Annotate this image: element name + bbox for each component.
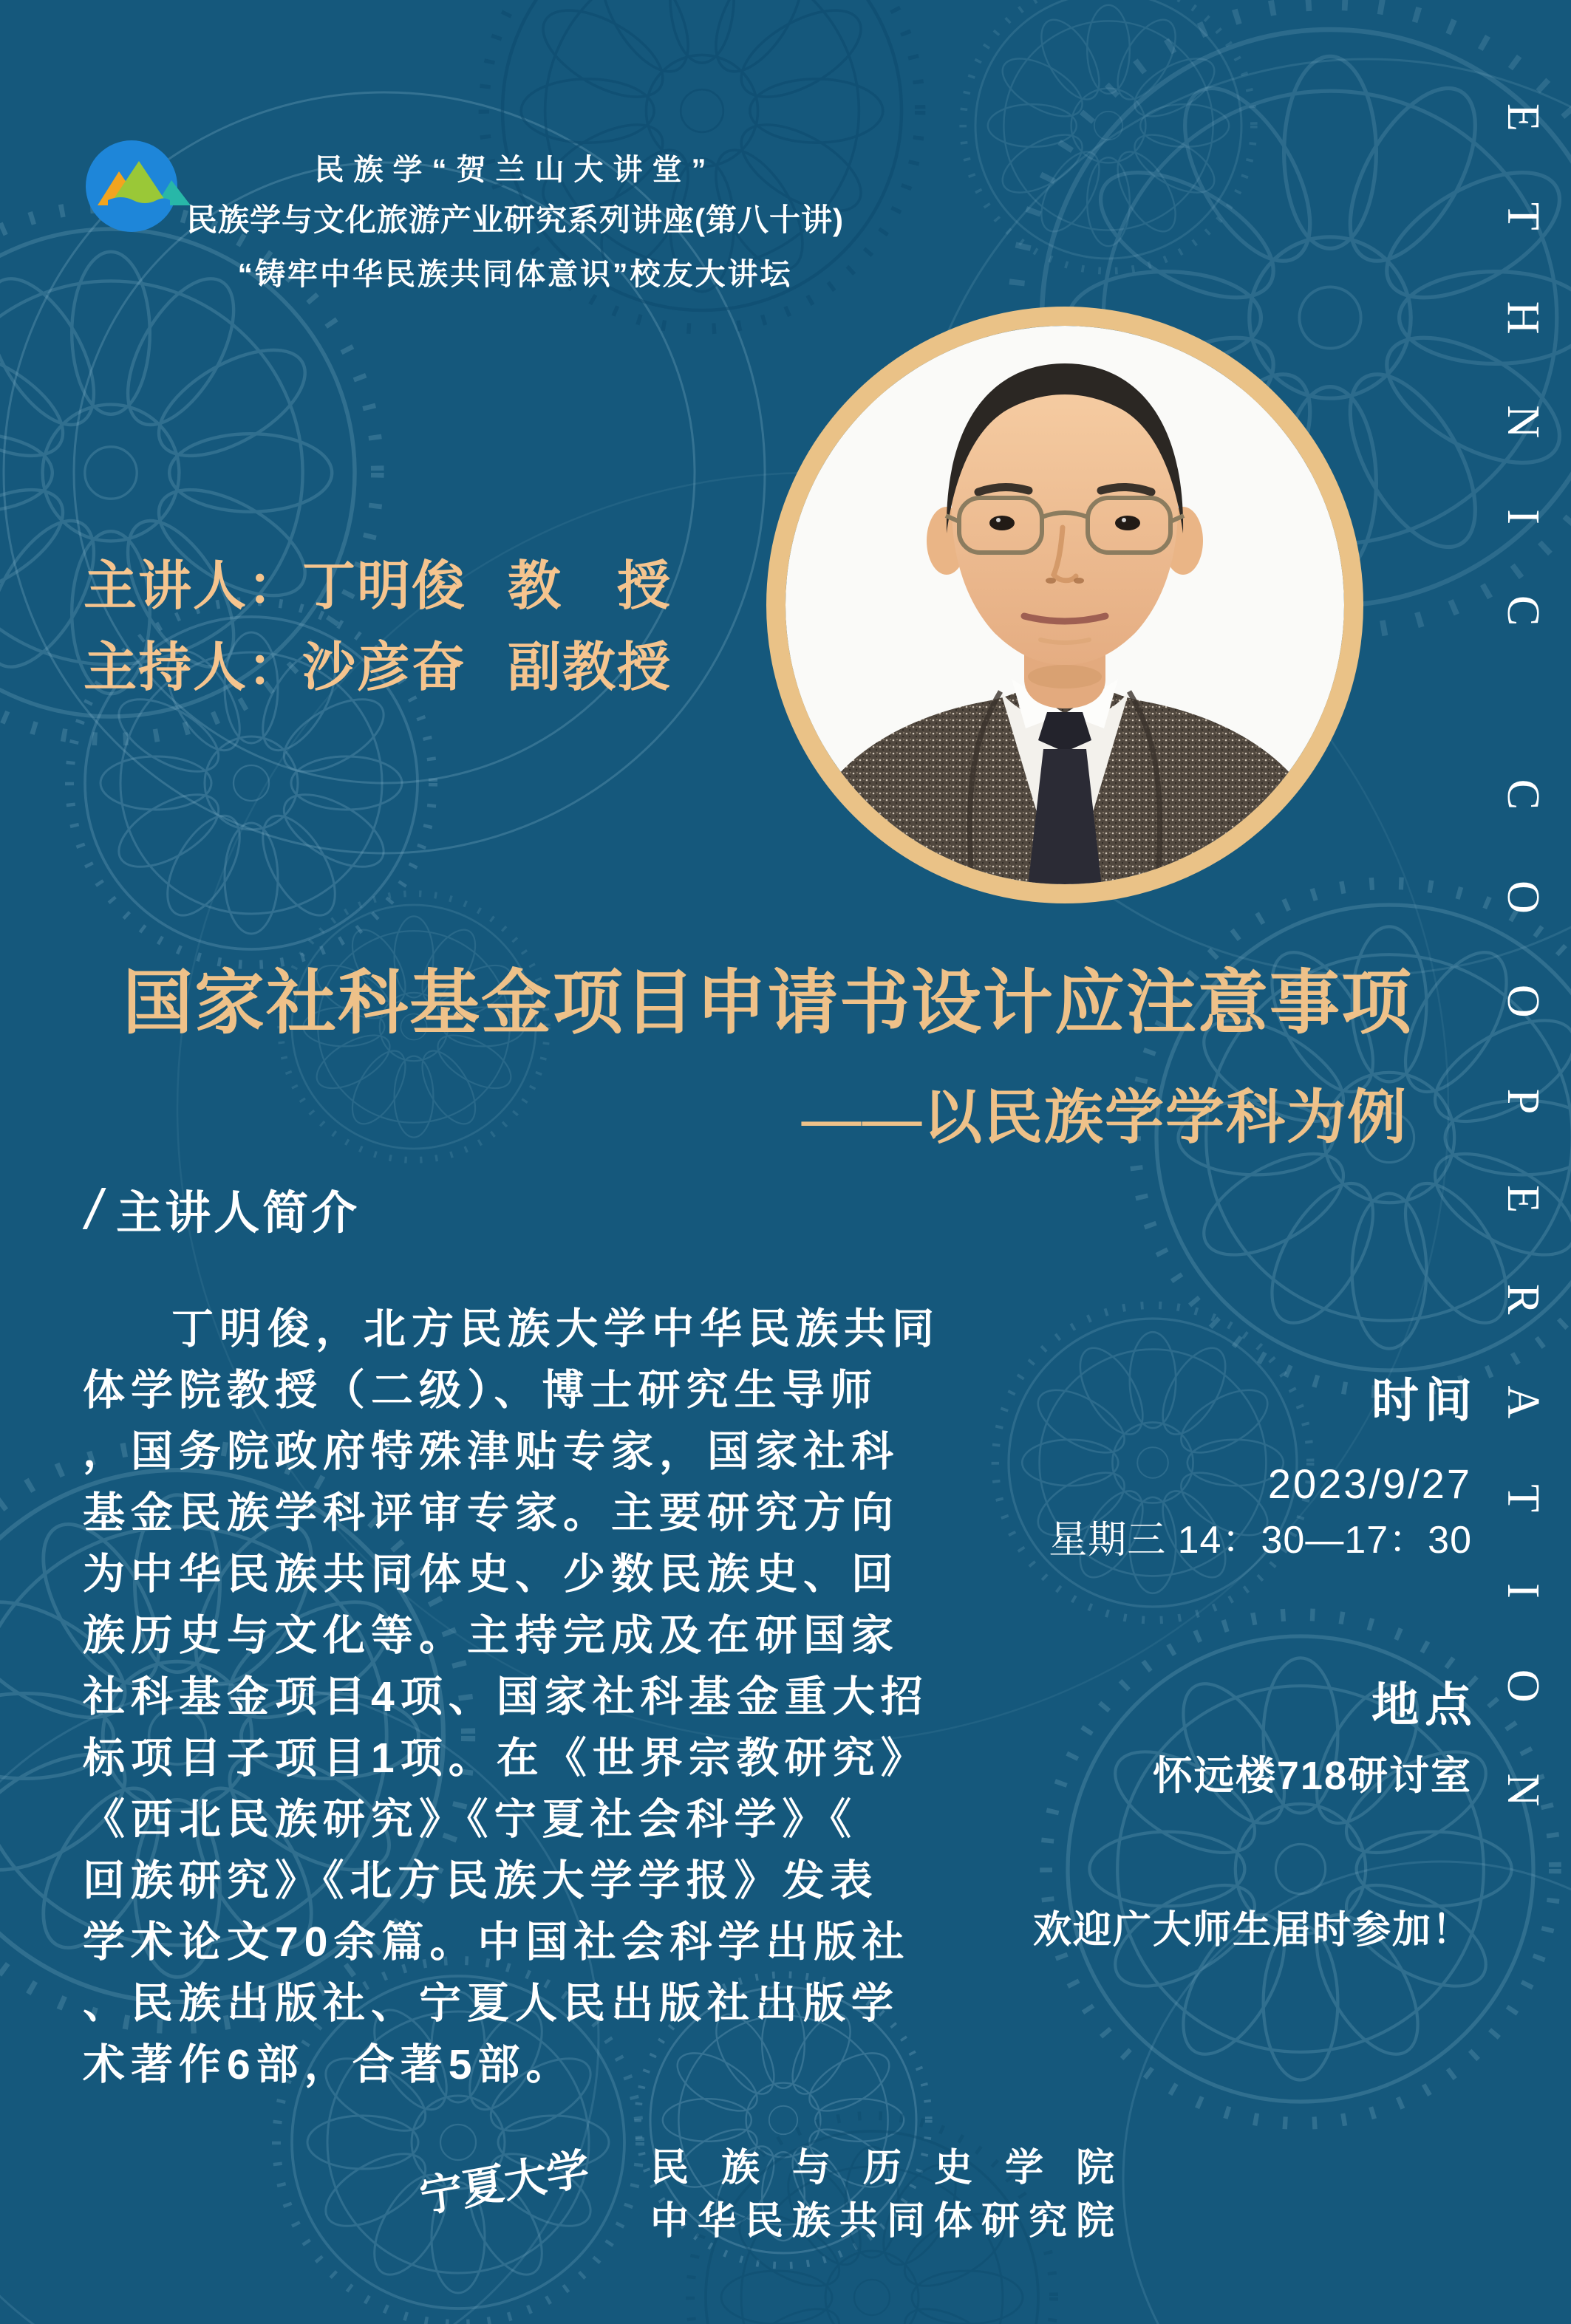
bio-line: 为中华民族共同体史、少数民族史、回 — [83, 1551, 899, 1598]
bio-line: 学术论文70余篇。中国社会科学出版社 — [83, 1918, 910, 1966]
speaker-list — [84, 557, 672, 720]
bio-heading-text: 主讲人简介 — [116, 1188, 361, 1239]
header-line2: 民族学与文化旅游产业研究系列讲座(第八十讲) — [186, 202, 844, 237]
header-line3: “铸牢中华民族共同体意识”校友大讲坛 — [237, 257, 793, 291]
bio-paragraph — [83, 1299, 951, 2096]
bio-line: 族历史与文化等。主持完成及在研国家 — [83, 1612, 899, 1659]
lecturer-name: 丁明俊 — [302, 557, 467, 616]
bio-line: 、民族出版社、宁夏人民出版社出版学 — [83, 1980, 899, 2027]
bio-line: 《西北民族研究》《宁夏社会科学》《 — [83, 1796, 857, 1843]
lecturer-label: 主讲人： — [84, 557, 303, 616]
lecturer-title: 教 授 — [508, 557, 672, 616]
time-label: 时间 — [1371, 1375, 1478, 1427]
bio-line: 社科基金项目4项、国家社科基金重大招 — [83, 1673, 929, 1720]
header-block — [183, 146, 848, 293]
university-name: 宁夏大学 — [417, 2144, 592, 2223]
bio-line: 基金民族学科评审专家。主要研究方向 — [83, 1489, 899, 1537]
welcome-message: 欢迎广大师生届时参加！ — [1032, 1909, 1472, 1952]
bio-line: 回族研究》《北方民族大学学报》发表 — [83, 1857, 879, 1904]
lecture-time-range: 星期三 14：30—17：30 — [1049, 1519, 1472, 1562]
bio-section-heading — [86, 1176, 360, 1242]
organizer-institute: 中华民族共同体研究院 — [650, 2201, 1124, 2243]
slash-decoration: / — [86, 1178, 105, 1241]
header-line1: 民族学“贺兰山大讲堂” — [314, 154, 716, 186]
mountain-logo-icon — [86, 139, 197, 235]
side-vertical-text: ETHNIC COOPERATION — [1498, 103, 1548, 1878]
lecture-title-line1: 国家社科基金项目申请书设计应注意事项 — [123, 964, 1414, 1042]
bio-line: 标项目子项目1项。在《世界宗教研究》 — [83, 1735, 929, 1782]
speaker-photo — [766, 306, 1364, 904]
lecture-place: 怀远楼718研讨室 — [1152, 1754, 1472, 1798]
bio-line: 体学院教授（二级）、博士研究生导师 — [83, 1367, 879, 1414]
bio-line: 术著作6部，合著5部。 — [83, 2041, 574, 2088]
bio-line: 丁明俊，北方民族大学中华民族共同 — [171, 1305, 940, 1353]
bio-line: ，国务院政府特殊津贴专家，国家社科 — [83, 1428, 899, 1475]
lecture-date: 2023/9/27 — [1267, 1460, 1472, 1507]
lecture-title-line2: ——以民族学学科为例 — [802, 1086, 1408, 1151]
lecturer-row — [84, 557, 672, 616]
host-label: 主持人： — [84, 638, 303, 697]
organizer-school: 民族与历史学院 — [650, 2147, 1148, 2190]
schedule-block — [1032, 1375, 1478, 1952]
host-title: 副教授 — [508, 638, 672, 697]
host-row — [84, 638, 672, 697]
host-name: 沙彦奋 — [302, 638, 467, 697]
organizer-block — [650, 2147, 1147, 2244]
place-label: 地点 — [1371, 1679, 1478, 1732]
